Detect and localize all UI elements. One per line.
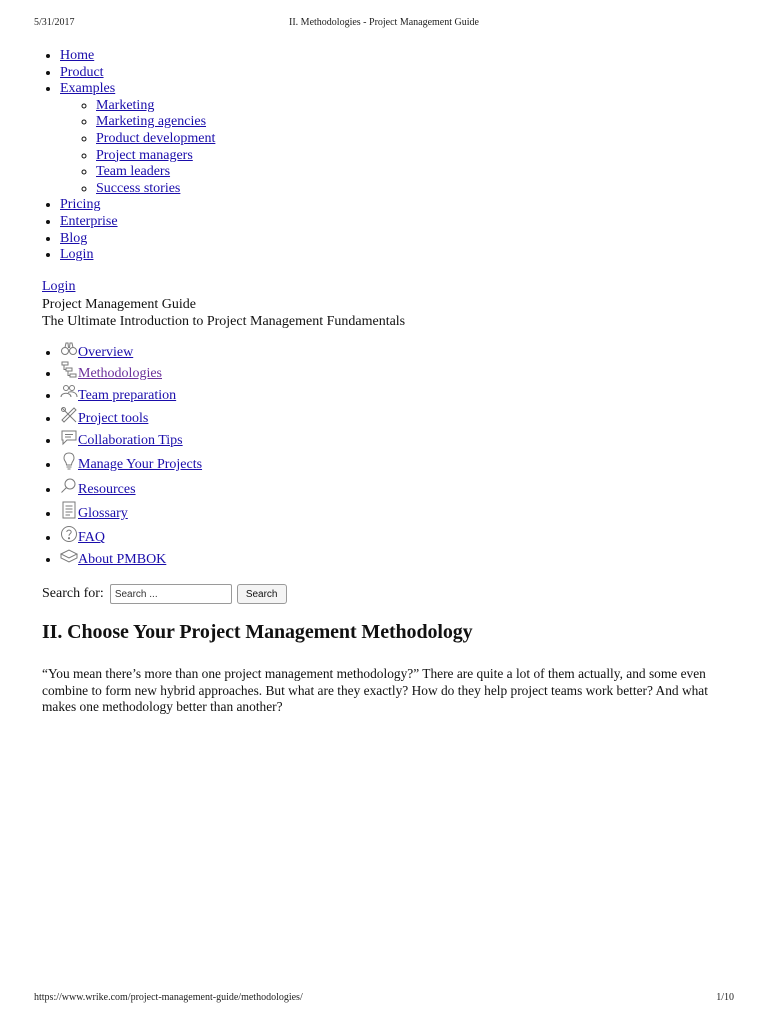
section-link-project-tools[interactable]: Project tools [78,411,149,426]
top-nav-item-examples [60,81,215,197]
guide-subtitle: The Ultimate Introduction to Project Management Fundamentals [42,314,406,329]
submenu-item-marketing [96,98,215,115]
search-form [42,584,287,604]
submenu-link-team-leaders[interactable]: Team leaders [96,164,171,180]
section-item-faq [60,525,202,547]
top-nav-item-login [60,247,215,264]
submenu-item-success-stories [96,181,215,198]
login-link[interactable]: Login [42,279,76,294]
submenu-link-project-managers[interactable]: Project managers [96,147,193,163]
section-item-collaboration-tips [60,428,202,452]
question-icon [60,525,78,543]
top-nav [60,48,215,264]
top-nav-link-login[interactable]: Login [60,247,94,263]
document-icon [60,501,78,519]
examples-submenu [96,98,215,198]
section-link-resources[interactable]: Resources [78,482,136,497]
binoculars-icon [60,340,78,358]
section-link-glossary[interactable]: Glossary [78,506,128,521]
top-nav-item-blog [60,231,215,248]
print-date: 5/31/2017 [34,17,75,28]
submenu-link-product-development[interactable]: Product development [96,130,216,146]
print-header [0,17,768,31]
top-nav-item-pricing [60,197,215,214]
guide-title: Project Management Guide [42,297,196,312]
section-link-manage-your-projects[interactable]: Manage Your Projects [78,457,203,472]
chat-bubble-icon [60,428,78,446]
section-item-about-pmbok [60,547,202,569]
intro-paragraph: “You mean there’s more than one project management methodology?” There are quite a lot of them actually, and some even combine to form new hybrid approaches. But what are they exactly? How do they help project teams work better? And what makes one methodology better than another? [42,666,708,715]
top-nav-link-product[interactable]: Product [60,64,104,80]
submenu-link-marketing[interactable]: Marketing [96,97,155,113]
submenu-item-marketing-agencies [96,114,215,131]
tools-icon [60,406,78,424]
top-nav-item-enterprise [60,214,215,231]
top-nav-link-pricing[interactable]: Pricing [60,197,101,213]
page-heading: II. Choose Your Project Management Methodology [42,621,473,643]
methodology-flow-icon [60,361,78,379]
print-url: https://www.wrike.com/project-management-guide/methodologies/ [34,992,303,1003]
section-item-overview [60,340,202,361]
top-nav-item-home [60,48,215,65]
magnifier-icon [60,477,78,495]
section-link-overview[interactable]: Overview [78,345,134,360]
section-item-manage-your-projects [60,452,202,477]
top-nav-link-enterprise[interactable]: Enterprise [60,213,118,229]
submenu-link-marketing-agencies[interactable]: Marketing agencies [96,114,207,130]
lightbulb-icon [60,452,78,470]
team-icon [60,383,78,401]
section-link-team-preparation[interactable]: Team preparation [78,388,177,403]
section-link-methodologies[interactable]: Methodologies [78,366,162,381]
top-nav-link-examples[interactable]: Examples [60,81,116,97]
section-nav [60,340,202,569]
submenu-item-project-managers [96,148,215,165]
top-nav-link-blog[interactable]: Blog [60,230,88,246]
section-item-team-preparation [60,383,202,406]
book-icon [60,547,78,565]
section-link-faq[interactable]: FAQ [78,530,105,545]
top-nav-link-home[interactable]: Home [60,48,95,63]
search-input[interactable] [110,584,232,604]
search-button[interactable]: Search [237,584,287,604]
print-footer [0,992,768,1006]
section-link-collaboration-tips[interactable]: Collaboration Tips [78,433,183,448]
section-item-project-tools [60,406,202,428]
section-item-glossary [60,501,202,525]
section-link-about-pmbok[interactable]: About PMBOK [78,552,167,567]
print-page-number: 1/10 [716,992,734,1003]
search-label: Search for: [42,586,104,601]
submenu-item-product-development [96,131,215,148]
section-item-methodologies [60,361,202,383]
submenu-link-success-stories[interactable]: Success stories [96,180,181,196]
top-nav-item-product [60,65,215,82]
submenu-item-team-leaders [96,164,215,181]
section-item-resources [60,477,202,501]
print-doc-title: II. Methodologies - Project Management Guide [289,17,479,28]
